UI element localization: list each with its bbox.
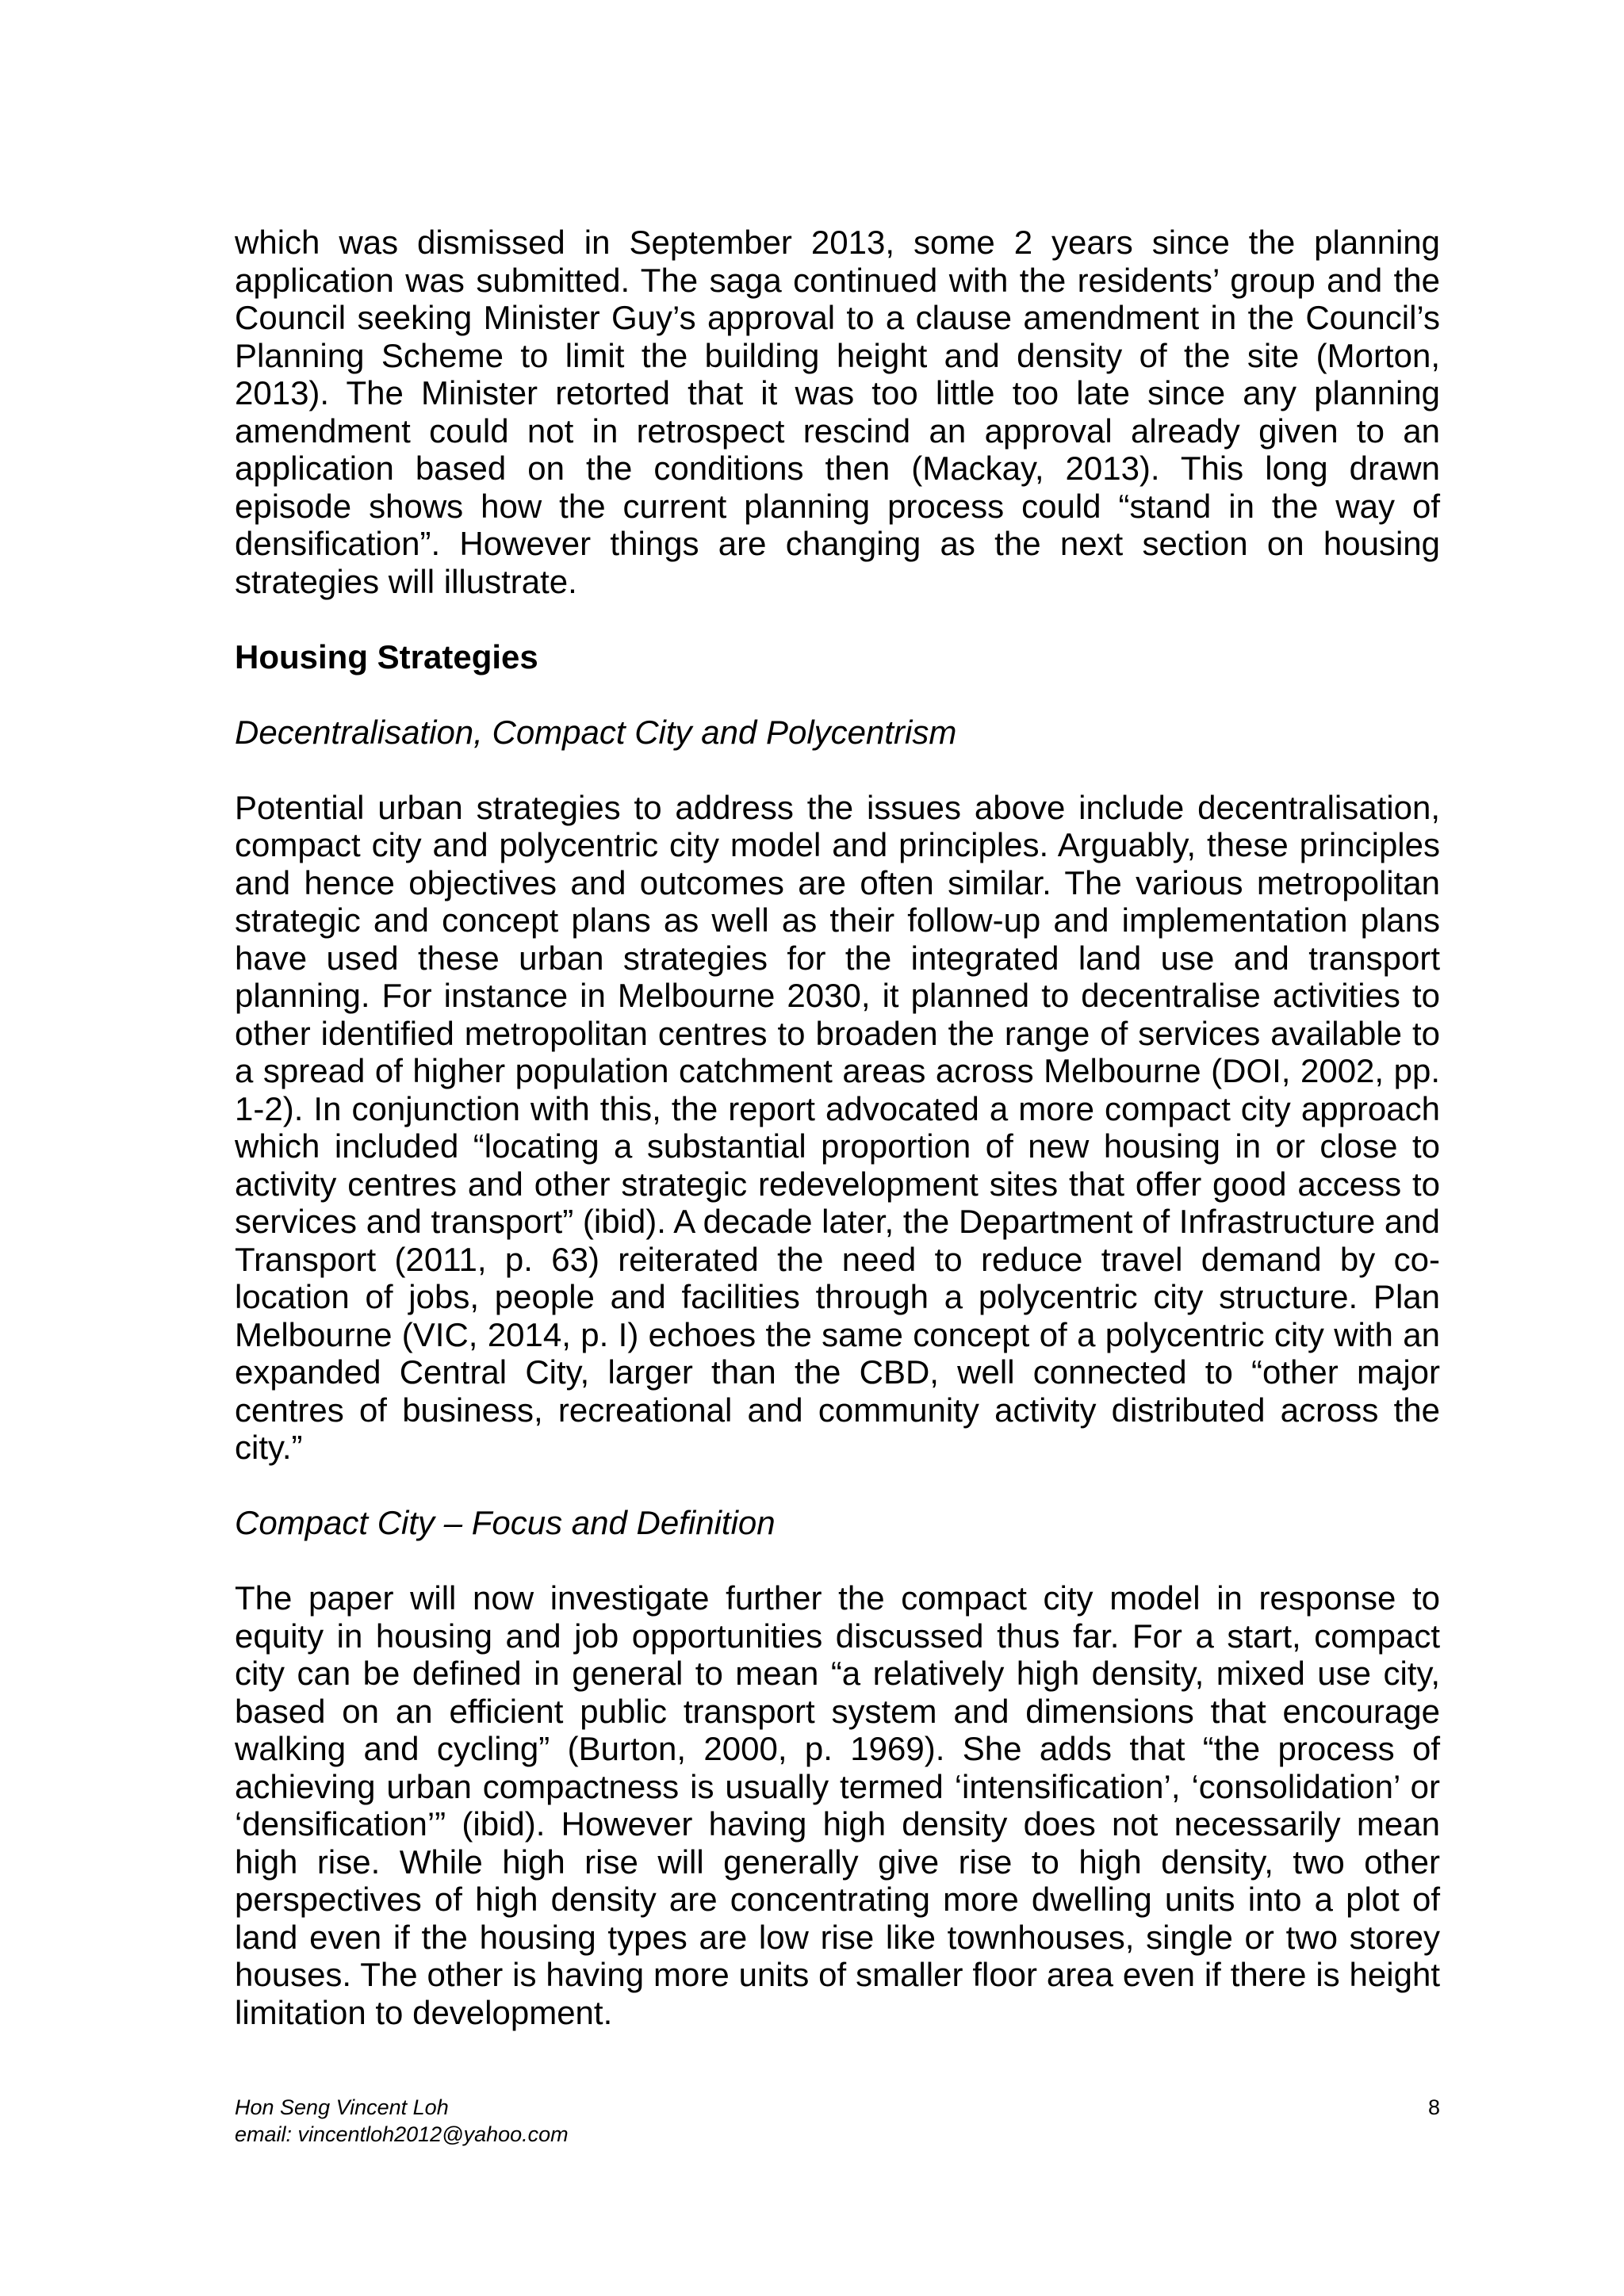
- paragraph-compact-city: The paper will now investigate further the compact city model in response to equity in housing and job opportunities discussed thus far. For a start, compact city can be defined in general to mean “a relatively high density, mixed use city, based on an efficient public transport system and dimensions that encourage walking and cycling” (Burton, 2000, p. 1969). She adds that “the process of achieving urban compactness is usually termed ‘intensification’, ‘consolidation’ or ‘densification’” (ibid). However having high density does not necessarily mean high rise. While high rise will generally give rise to high density, two other perspectives of high density are concentrating more dwelling units into a plot of land even if the housing types are low rise like townhouses, single or two storey houses. The other is having more units of smaller floor area even if there is height limitation to development.: [235, 1579, 1440, 2031]
- paragraph-intro: which was dismissed in September 2013, some 2 years since the planning application was submitted. The saga continued with the residents’ group and the Council seeking Minister Guy’s approval to a clause amendment in the Council’s Planning Scheme to limit the building height and density of the site (Morton, 2013). The Minister retorted that it was too little too late since any planning amendment could not in retrospect rescind an approval already given to an application based on the conditions then (Mackay, 2013). This long drawn episode shows how the current planning process could “stand in the way of densification”. However things are changing as the next section on housing strategies will illustrate.: [235, 224, 1440, 600]
- subheading-compact-city: Compact City – Focus and Definition: [235, 1504, 776, 1541]
- page-number: 8: [1427, 2095, 1440, 2119]
- main-body: [235, 224, 1440, 2031]
- footer-email: email: vincentloh2012@yahoo.com: [235, 2122, 569, 2146]
- subheading-decentralisation: Decentralisation, Compact City and Polycentrism: [235, 713, 957, 751]
- section-heading: Housing Strategies: [235, 637, 538, 675]
- footer-author: Hon Seng Vincent Loh: [235, 2095, 449, 2119]
- paragraph-strategies: Potential urban strategies to address the issues above include decentralisation, compact city and polycentric city model and principles. Arguably, these principles and hence objectives and outcomes are often similar. The various metropolitan strategic and concept plans as well as their follow-up and implementation plans have used these urban strategies for the integrated land use and transport planning. For instance in Melbourne 2030, it planned to decentralise activities to other identified metropolitan centres to broaden the range of services available to a spread of higher population catchment areas across Melbourne (DOI, 2002, pp. 1-2). In conjunction with this, the report advocated a more compact city approach which included “locating a substantial proportion of new housing in or close to activity centres and other strategic redevelopment sites that offer good access to services and transport” (ibid). A decade later, the Department of Infrastructure and Transport (2011, p. 63) reiterated the need to reduce travel demand by co-location of jobs, people and facilities through a polycentric city structure. Plan Melbourne (VIC, 2014, p. I) echoes the same concept of a polycentric city with an expanded Central City, larger than the CBD, well connected to “other major centres of business, recreational and community activity distributed across the city.”: [235, 788, 1440, 1466]
- footer: [235, 2094, 1440, 2148]
